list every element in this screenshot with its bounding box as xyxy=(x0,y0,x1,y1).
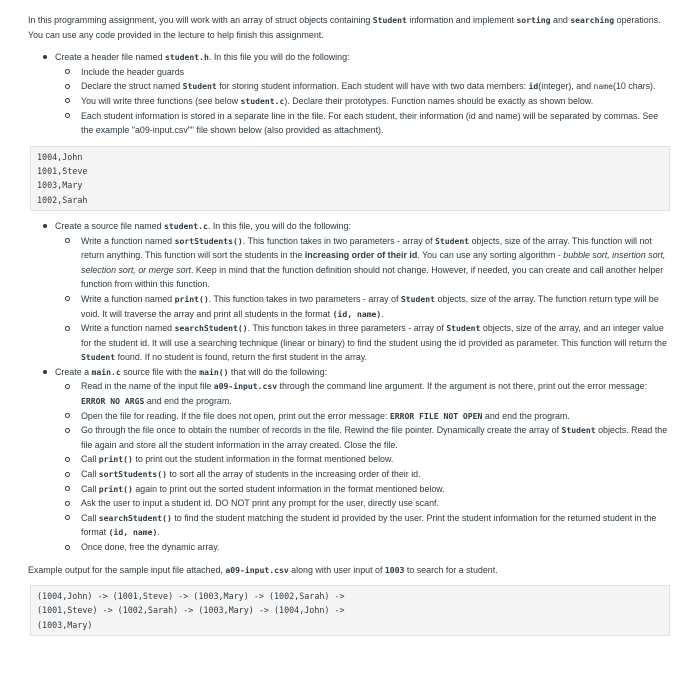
item-text: Go through the file once to obtain the number of records in the file. Rewind the file pointer. Dynamically create the array of xyxy=(81,425,562,436)
code-error-no-args: ERROR NO ARGS xyxy=(81,396,145,407)
code-print: print() xyxy=(98,454,133,465)
item-text: for storing student information. Each student will have with two data members: xyxy=(216,81,529,92)
code-input-file: a09-input.csv xyxy=(213,381,278,392)
item-text: Call xyxy=(81,483,99,494)
item-text: and end the program. xyxy=(482,410,570,421)
item-text: Write a function named xyxy=(81,323,175,334)
code-student-c: student.c xyxy=(240,95,285,106)
item-text: . xyxy=(381,308,384,319)
item-text: Call xyxy=(81,512,99,523)
source-subitem-search xyxy=(55,321,672,365)
source-section-list xyxy=(28,219,672,555)
item-text: . Keep in mind that the function definition should not change. However, if needed, you can create and call another helper function from within this function. xyxy=(81,264,664,290)
item-text: You will write three functions (see below xyxy=(81,95,241,106)
main-subitem-open-file xyxy=(55,409,672,424)
item-text: to search for a student. xyxy=(404,564,498,575)
item-text: Write a function named xyxy=(81,235,175,246)
item-text: (10 chars). xyxy=(613,81,656,92)
source-subitem-sort xyxy=(55,234,672,292)
code-searchstudent: searchStudent() xyxy=(98,512,172,523)
code-input-file: a09-input.csv xyxy=(225,564,289,575)
source-subitems xyxy=(55,234,672,365)
header-file-item xyxy=(28,50,672,138)
item-text: objects, size of the array, and an integer value for the student id. It will use a searching technique (linear or binary) to find the student using the id provided as parameter. This function will return the xyxy=(81,323,667,348)
item-text: . This function takes in two parameters - array of xyxy=(208,293,401,304)
item-text: Create a source file named xyxy=(55,220,165,231)
item-text: Read in the name of the input file xyxy=(81,381,214,392)
csv-example-block: 1004,John 1001,Steve 1003,Mary 1002,Sarah xyxy=(30,146,670,211)
code-student: Student xyxy=(81,352,116,363)
header-section-list xyxy=(28,50,672,138)
item-text: objects. Read the file again and store all the student information in the array created. Close the file. xyxy=(81,425,668,450)
item-text: again to print out the sorted student information in the format mentioned below. xyxy=(132,483,445,494)
header-subitem-guards xyxy=(55,65,672,80)
intro-text: operations. You can use any code provided in the lecture to help finish this assignment. xyxy=(28,15,661,40)
header-subitems xyxy=(55,65,672,138)
item-text: Each student information is stored in a separate line in the file. For each student, their information (id and name) will be separated by commas. See the example "a09-input.csv"" file shown below (also provided as attachment). xyxy=(81,110,659,136)
emphasis-text: increasing order of their id xyxy=(304,250,418,261)
item-text: ). Declare their prototypes. Function names should be exactly as shown below. xyxy=(284,95,594,106)
output-example-block: (1004,John) -> (1001,Steve) -> (1003,Mary) -> (1002,Sarah) -> (1001,Steve) -> (1002,Sarah) -> (1003,Mary) -> (1004,John) -> (1003,Mary) xyxy=(30,585,670,636)
source-subitem-print xyxy=(55,292,672,321)
code-id-name: (id, name) xyxy=(332,308,382,319)
main-subitem-print-sorted xyxy=(55,482,672,497)
item-text: Declare the struct named xyxy=(81,81,183,92)
item-text: to find the student matching the student id provided by the user. Print the student information for the returned student in the format xyxy=(81,512,657,538)
main-subitems xyxy=(55,379,672,554)
item-text: . xyxy=(157,527,160,538)
code-searching: searching xyxy=(570,15,615,25)
item-text: source file with the xyxy=(120,366,200,377)
item-text: to print out the student information in the format mentioned below. xyxy=(132,454,394,465)
main-subitem-sort xyxy=(55,467,672,482)
item-text: Include the header guards xyxy=(81,66,185,77)
code-print: print() xyxy=(174,293,209,304)
code-student: Student xyxy=(182,81,217,92)
item-text: (integer), and xyxy=(538,81,594,92)
intro-text: In this programming assignment, you will work with an array of struct objects containing xyxy=(28,15,373,25)
item-text: Write a function named xyxy=(81,293,175,304)
main-file-item xyxy=(28,365,672,555)
item-text: objects, size of the array. The function return type will be void. It will traverse the array and print all students in the format xyxy=(81,293,659,319)
code-student: Student xyxy=(372,15,407,25)
example-paragraph xyxy=(28,563,672,578)
code-student: Student xyxy=(561,425,596,436)
item-text: through the command line argument. If the argument is not there, print out the error message: xyxy=(277,381,648,392)
main-subitem-input-id xyxy=(55,496,672,511)
main-subitem-read-records xyxy=(55,423,672,452)
code-student: Student xyxy=(446,323,481,334)
code-id: id xyxy=(528,81,539,92)
item-text: . This function takes in three parameters - array of xyxy=(247,323,447,334)
code-sortstudents: sortStudents() xyxy=(174,235,243,246)
code-print: print() xyxy=(98,483,133,494)
code-sortstudents: sortStudents() xyxy=(98,469,167,480)
code-name: name xyxy=(593,81,614,92)
item-text: that will do the following: xyxy=(228,366,328,377)
code-student: Student xyxy=(435,235,470,246)
code-sorting: sorting xyxy=(516,15,551,25)
item-text: . This function takes in two parameters - array of xyxy=(242,235,436,246)
code-id-name: (id, name) xyxy=(108,527,158,538)
item-text: Example output for the sample input file attached, xyxy=(28,564,226,575)
main-subitem-read-args xyxy=(55,379,672,408)
source-file-item xyxy=(28,219,672,365)
code-user-input: 1003 xyxy=(384,564,405,575)
item-text: . In this file you will do the following: xyxy=(208,52,350,63)
item-text: Call xyxy=(81,469,99,480)
header-subitem-functions xyxy=(55,94,672,109)
item-text: Ask the user to input a student id. DO NOT print any prompt for the user, directly use scanf. xyxy=(81,498,439,509)
item-text: Once done, free the dynamic array. xyxy=(81,542,220,552)
item-text: . You can use any sorting algorithm - xyxy=(417,250,564,261)
header-subitem-file-format xyxy=(55,109,672,138)
item-text: Create a xyxy=(55,366,92,377)
intro-text: and xyxy=(550,15,571,25)
item-text: objects, size of the array. This function will not return anything. This function will sort the students in the xyxy=(81,235,652,261)
item-text: along with user input of xyxy=(288,564,385,575)
main-subitem-search xyxy=(55,511,672,540)
code-main-c: main.c xyxy=(91,366,121,377)
code-searchstudent: searchStudent() xyxy=(174,323,248,334)
code-student: Student xyxy=(400,293,436,304)
item-text: Call xyxy=(81,454,99,465)
header-subitem-struct xyxy=(55,79,672,94)
item-text: and end the program. xyxy=(144,396,232,407)
code-student-c: student.c xyxy=(164,220,208,231)
intro-paragraph xyxy=(28,13,672,42)
code-main: main() xyxy=(199,366,229,377)
item-text: to sort all the array of students in the increasing order of their id. xyxy=(167,469,421,480)
item-text: Open the file for reading. If the file does not open, print out the error message: xyxy=(81,410,390,421)
main-subitem-print xyxy=(55,452,672,467)
code-student-h: student.h xyxy=(165,52,209,63)
main-subitem-free xyxy=(55,540,672,555)
item-text: Create a header file named xyxy=(55,52,166,63)
code-error-file-not-open: ERROR FILE NOT OPEN xyxy=(389,410,483,421)
intro-text: information and implement xyxy=(406,15,517,25)
item-text: found. If no student is found, return the first student in the array. xyxy=(115,352,368,363)
item-text: . In this file, you will do the following: xyxy=(207,220,351,231)
italic-text: bubble sort, insertion sort, selection sort, or merge sort xyxy=(81,250,666,275)
